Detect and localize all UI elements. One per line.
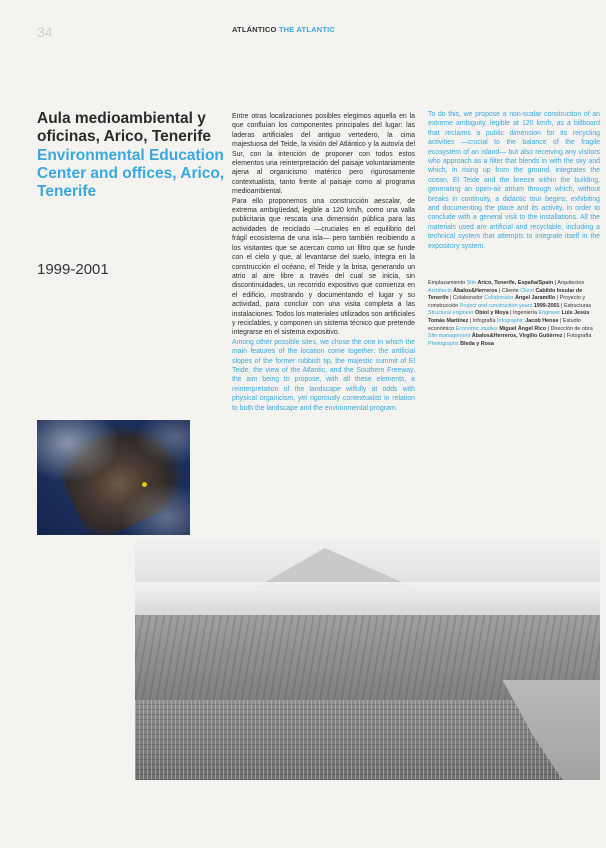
landscape-photo-teide xyxy=(135,540,600,780)
credit-value: 1999-2001 xyxy=(533,302,560,309)
credit-label-en: Site management xyxy=(428,333,471,340)
credit-value: Bleda y Rosa xyxy=(460,340,494,347)
section-title-en: THE ATLANTIC xyxy=(278,25,336,34)
credit-label-es: Colaborador xyxy=(452,295,483,302)
credit-value: Ábalos&Herreros xyxy=(453,287,498,294)
credit-value: Luis Jesús Tomás Martínez xyxy=(428,310,590,324)
credit-label-es: Infografía xyxy=(472,317,496,324)
credit-label-es: Arquitectos xyxy=(557,280,585,286)
project-credits: Emplazamiento Site Arico, Tenerife, España/Spain | Arquitectos Architects Ábalos&Herreros | Cliente Client Cabildo Insular de Tenerife | Colaborador Collaborator Ángel Jaramillo | Proyecto y construcción Project and construction years 1999-2001 | Estructuras Structural engineer Obiol y Moya | Ingeniería Engineer Luis Jesús Tomás Martínez | Infografía Infographic Jacob Hense | Estudio económico Economic studies Miguel Ángel Rico | Dirección de obra Site management Ábalos&Herreros, Virgilio Gutiérrez | Fotografía Photographs Bleda y Rosa xyxy=(428,280,593,347)
credit-value: Cabildo Insular de Tenerife xyxy=(428,287,583,302)
credit-label-es: Proyecto y construcción xyxy=(428,295,586,309)
credit-label-en: Economic studies xyxy=(455,325,498,332)
credit-value: Miguel Ángel Rico xyxy=(499,325,547,332)
credit-label-es: Estructuras xyxy=(563,302,592,309)
section-title-es: ATLÁNTICO xyxy=(232,25,277,34)
project-years: 1999-2001 xyxy=(37,261,109,278)
credit-label-es: Emplazamiento xyxy=(428,280,466,286)
credit-label-en: Photographs xyxy=(428,340,459,347)
credit-value: Arico, Tenerife, España/Spain xyxy=(477,280,554,286)
title-english: Environmental Education Center and offices, Arico, Tenerife xyxy=(37,147,225,200)
site-location-marker xyxy=(142,482,147,487)
body-paragraph-en-1: Among other possible sites, we chose the one in which the main features of the location come together: the artificial slopes of the former rubbish tip, the majestic summit of El Teide, the view of the Atlantic, and the Southern Freeway, the aim being to propose, with all these elements, a reinterpretation of the landscape wilfully at odds with physical organicism, yet rigorously contextualist in relation to both the landscape and the environmental program. xyxy=(232,338,415,412)
credit-label-es: Ingeniería xyxy=(513,310,537,317)
body-column-middle xyxy=(232,112,415,413)
credit-label-es: Fotografía xyxy=(566,333,592,340)
body-paragraph-en-2: To do this, we propose a non-scalar construction of an extreme ambiguity, legible at 120 km/h, as a billboard that reclaims a public dimension for its recycling activities —crucial to the balance of the fragile ecosystem of an island— but also receiving any visitors who approach as a filter that blends in with the sky and which, in rising up from the ground, integrates the ocean, El Teide and the breeze within the building, generating an open-air atrium through which, without breaks in continuity, a didactic tour begins, exhibiting and documenting the place and its activity, in order to conclude with a general visit to the installations. All the materials used are artificial and recyclable, including a technical system that attempts to integrate itself in the expository system. xyxy=(428,111,600,250)
credit-label-en: Client xyxy=(520,287,534,294)
credit-value: Jacob Hense xyxy=(525,317,559,324)
title-spanish: Aula medioambiental y oficinas, Arico, Tenerife xyxy=(37,110,211,145)
satellite-photo-tenerife xyxy=(37,420,190,535)
page-number: 34 xyxy=(37,24,53,40)
running-head xyxy=(232,25,335,34)
body-column-right xyxy=(428,110,600,251)
cloud-cover xyxy=(37,420,190,535)
credit-value: Obiol y Moya xyxy=(475,310,509,317)
credit-label-es: Cliente xyxy=(501,287,519,294)
credit-value: Ábalos&Herreros, Virgilio Gutiérrez xyxy=(471,333,563,340)
credit-value: Ángel Jaramillo xyxy=(515,295,556,302)
title-block xyxy=(37,110,227,201)
credit-label-en: Engineer xyxy=(538,310,561,317)
credit-label-en: Project and construction years xyxy=(459,302,533,309)
credit-label-en: Architects xyxy=(428,287,452,294)
credit-label-en: Site xyxy=(466,280,476,286)
credit-label-en: Collaborator xyxy=(484,295,514,302)
credit-label-en: Infographic xyxy=(497,317,524,324)
body-paragraph-es-1: Entre otras localizaciones posibles elegimos aquella en la que confluían los componentes principales del lugar: las laderas artificiales del antiguo vertedero, la cima majestuosa del Teide, la visión del Atlántico y la autovía del Sur, con la intención de proponer con todos estos elementos una reinterpretación del paisaje voluntariamente ajena al organicismo matérico pero rigurosamente contextualista, tanto frente al paisaje como al programa medioambiental. xyxy=(232,113,415,196)
credit-label-es: Estudio económico xyxy=(428,317,581,332)
credit-label-es: Dirección de obra xyxy=(550,325,593,332)
credit-label-en: Structural engineer xyxy=(428,310,474,317)
body-paragraph-es-2: Para ello proponemos una construcción aescalar, de extrema ambigüedad, legible a 120 km/h, como una valla publicitaria que rescata una dimensión pública para las actividades de reciclado —cruciales en el equilibrio del frágil ecosistema de una isla— pero también recibiendo a los visitantes que se acercan como un filtro que se funde con el cielo y que, al levantarse del suelo, integra en la construcción el océano, el Teide y la brisa, generando un atrio al aire libre a través del cual se inicia, sin discontinuidades, un recorrido expositivo que comienza en el edificio, mostrando y documentando el lugar y su actividad, para concluir con una visita completa a las instalaciones. Todos los materiales utilizados son artificiales y reciclables, y componen un sistema técnico que pretende integrarse en el sistema expositivo. xyxy=(232,197,415,337)
